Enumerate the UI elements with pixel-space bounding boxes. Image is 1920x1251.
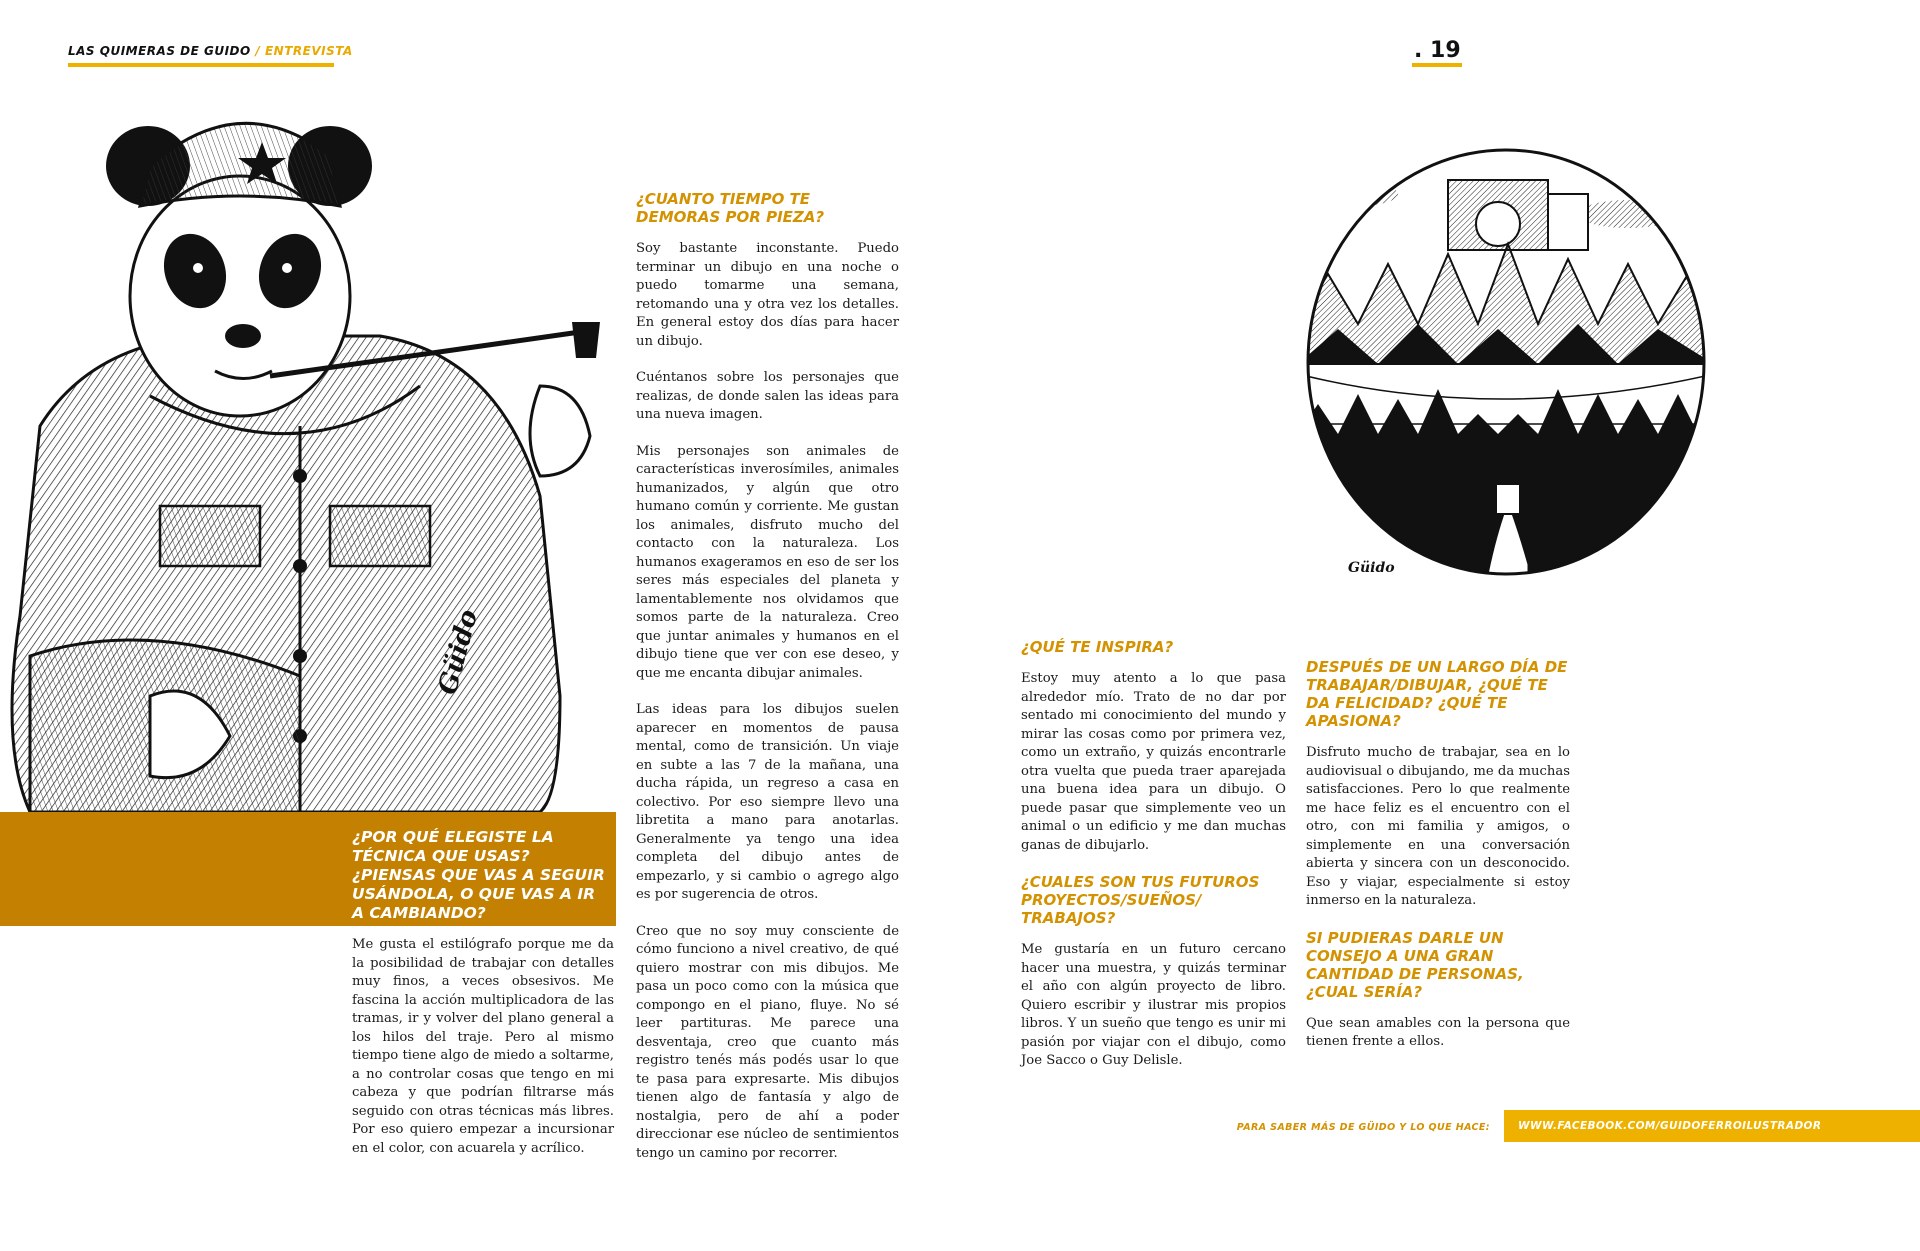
inspire-column (1021, 638, 1286, 1089)
advice-question: SI PUDIERAS DARLE UN CONSEJO A UNA GRAN CANTIDAD DE PERSONAS, ¿CUAL SERÍA? (1306, 928, 1524, 1001)
happiness-answer: Disfruto mucho de trabajar, sea en lo audiovisual o dibujando, me da muchas satisfacciones. Pero lo que realmente me hace feliz es el encuentro con el otro, con mi familia y amigos, o simplemente en una conversación abierta y sincera con un desconocido. Eso y viajar, especialmente si estoy inmerso en la naturaleza. (1306, 745, 1570, 908)
future-answer: Me gustaría en un futuro cercano hacer una muestra, y quizás terminar el año con algún proyecto de libro. Quiero escribir y ilustrar mis propios libros. Y un sueño que tengo es unir mi pasión por viajar con el dibujo, como Joe Sacco o Guy Delisle. (1021, 942, 1286, 1068)
landscape-signature: Güido (1348, 560, 1395, 576)
section-label (68, 44, 353, 58)
time-paragraph: Mis personajes son animales de características inverosímiles, animales humanizados, y algún que otro humano común y corriente. Me gustan los animales, disfruto mucho del contacto con la naturaleza. Los humanos exageramos en eso de ser los seres más especiales del planeta y lamentablemente nos olvidamos que somos parte de la naturaleza. Creo que juntar animales y humanos en el dibujo tiene que ver con ese deseo, y que me encanta dibujar animales. (636, 443, 899, 681)
panda-signature: Güido (432, 606, 485, 698)
technique-question: ¿POR QUÉ ELEGISTE LA TÉCNICA QUE USAS? ¿PIENSAS QUE VAS A SEGUIR USÁNDOLA, O QUE VAS A IR A CAMBIANDO? (352, 828, 605, 922)
page-number: . 19 (1414, 38, 1461, 63)
technique-answer: Me gusta el estilógrafo porque me da la posibilidad de trabajar con detalles muy finos, a veces obsesivos. Me fascina la acción multiplicadora de las tramas, ir y volver del plano general a los hilos del traje. Pero al mismo tiempo tiene algo de miedo a soltarme, a no controlar cosas que tengo en mi cabeza y que podrían filtrarse más seguido con otras técnicas más libres. Por eso quiero empezar a incursionar en el color, con acuarela y acrílico. (352, 937, 614, 1156)
advice-answer: Que sean amables con la persona que tienen frente a ellos. (1306, 1015, 1570, 1049)
landscape-illustration (1298, 124, 1714, 604)
facebook-link[interactable]: WWW.FACEBOOK.COM/GUIDOFERROILUSTRADOR (1504, 1110, 1920, 1142)
time-paragraph: Soy bastante inconstante. Puedo terminar un dibujo en una noche o puedo tomarme una semana, retomando una y otra vez los detalles. En general estoy dos días para hacer un dibujo. (636, 241, 899, 349)
inspire-answer: Estoy muy atento a lo que pasa alrededor mío. Trato de no dar por sentado mi conocimiento del mundo y mirar las cosas como por primera vez, como un extraño, y quizás encontrarle otra vuelta que pueda traer aparejada una buena idea para un dibujo. O puede pasar que simplemente veo un animal o un edificio y me dan muchas ganas de dibujarlo. (1021, 671, 1286, 853)
section-title: LAS QUIMERAS DE GUIDO (68, 44, 251, 58)
time-paragraph: Cuéntanos sobre los personajes que realizas, de donde salen las ideas para una nueva imagen. (636, 370, 899, 422)
technique-answer-column (352, 936, 614, 1176)
inspire-question: ¿QUÉ TE INSPIRA? (1021, 638, 1174, 656)
time-paragraph: Las ideas para los dibujos suelen aparecer en momentos de pausa mental, como de transición. Un viaje en subte a las 7 de la mañana, una ducha rápida, un regreso a casa en colectivo. Por eso siempre llevo una libretita a mano para anotarlas. Generalmente ya tengo una idea completa del dibujo antes de empezarlo, y si cambio o agrego algo es por sugerencia de otros. (636, 702, 899, 902)
panda-illustration (0, 96, 618, 812)
section-subtitle: / ENTREVISTA (255, 44, 353, 58)
header-rule (68, 63, 334, 67)
time-paragraph: Creo que no soy muy consciente de cómo funciono a nivel creativo, de qué quiero mostrar con mis dibujos. Me pasa un poco como con la música que compongo en el piano, fluye. No sé leer partituras. Me parece una desventaja, creo que cuanto más registro tenés más podés usar lo que te pasa para expresarte. Mis dibujos tienen algo de fantasía y algo de nostalgia, pero de ahí a poder direccionar ese núcleo de sentimientos tengo un camino por recorrer. (636, 923, 899, 1161)
time-column (636, 190, 899, 1181)
footer-more-info: PARA SABER MÁS DE GÜIDO Y LO QUE HACE: (1236, 1122, 1490, 1133)
technique-question-box (0, 812, 616, 926)
page-number-rule (1412, 63, 1462, 67)
happiness-question: DESPUÉS DE UN LARGO DÍA DE TRABAJAR/DIBUJAR, ¿QUÉ TE DA FELICIDAD? ¿QUÉ TE APASIONA? (1306, 658, 1568, 730)
time-question: ¿CUANTO TIEMPO TE DEMORAS POR PIEZA? (636, 190, 825, 226)
future-question: ¿CUALES SON TUS FUTUROS PROYECTOS/SUEÑOS/ TRABAJOS? (1021, 873, 1260, 927)
happiness-column (1306, 658, 1570, 1070)
